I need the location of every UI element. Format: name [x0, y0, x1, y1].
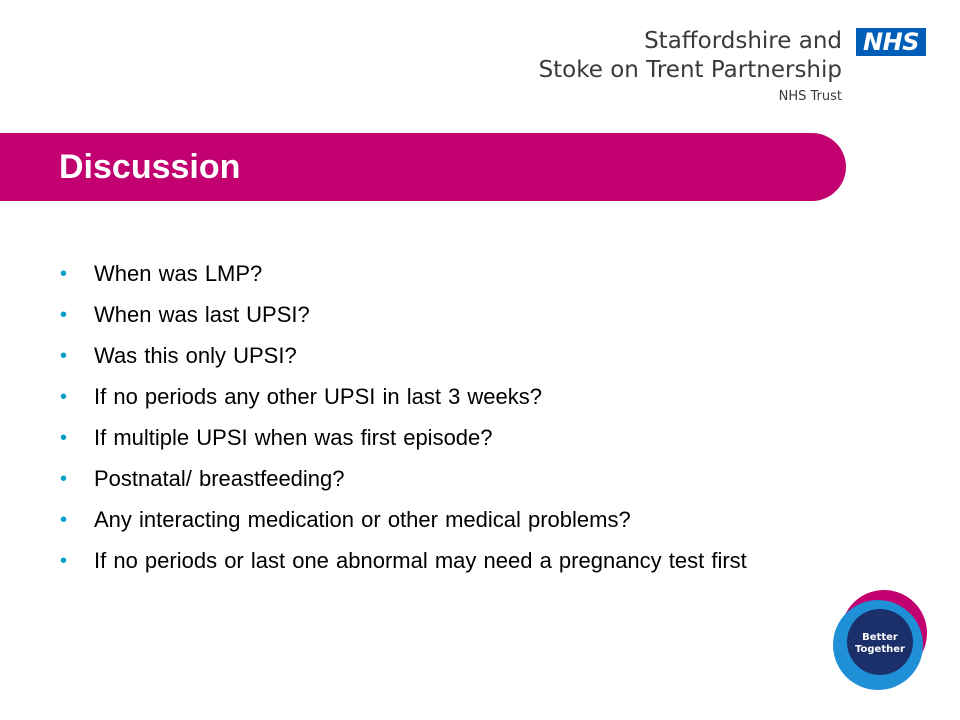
bullet-text: Was this only UPSI? — [94, 343, 297, 368]
better-together-badge — [832, 590, 930, 690]
org-subtitle: NHS Trust — [778, 89, 842, 104]
org-name-line1: Staffordshire and — [644, 28, 842, 54]
bullet-text: If multiple UPSI when was first episode? — [94, 425, 493, 450]
bullet-text: If no periods or last one abnormal may need a pregnancy test first — [94, 548, 747, 573]
slide-title: Discussion — [59, 148, 241, 186]
org-name-line2: Stoke on Trent Partnership — [538, 57, 842, 83]
bullet-item — [60, 548, 910, 574]
bullet-dot-icon: • — [60, 427, 68, 449]
badge-text-line1: Better — [862, 632, 898, 643]
bullet-text: When was LMP? — [94, 261, 263, 286]
nhs-logo: NHS — [856, 28, 926, 56]
badge-text-line2: Together — [855, 644, 905, 655]
bullet-dot-icon: • — [60, 386, 68, 408]
bullet-text: When was last UPSI? — [94, 302, 310, 327]
bullet-item — [60, 302, 910, 328]
bullet-item — [60, 261, 910, 287]
bullet-item — [60, 507, 910, 533]
bullet-item — [60, 384, 910, 410]
bullet-dot-icon: • — [60, 345, 68, 367]
bullet-item — [60, 466, 910, 492]
bullet-dot-icon: • — [60, 304, 68, 326]
bullet-text: Postnatal/ breastfeeding? — [94, 466, 345, 491]
bullet-list — [60, 261, 910, 589]
bullet-dot-icon: • — [60, 263, 68, 285]
bullet-item — [60, 343, 910, 369]
bullet-item — [60, 425, 910, 451]
bullet-dot-icon: • — [60, 550, 68, 572]
bullet-dot-icon: • — [60, 468, 68, 490]
title-band — [0, 133, 846, 201]
org-name — [539, 30, 842, 103]
bullet-text: Any interacting medication or other medical problems? — [94, 507, 631, 532]
bullet-text: If no periods any other UPSI in last 3 weeks? — [94, 384, 543, 409]
bullet-dot-icon: • — [60, 509, 68, 531]
